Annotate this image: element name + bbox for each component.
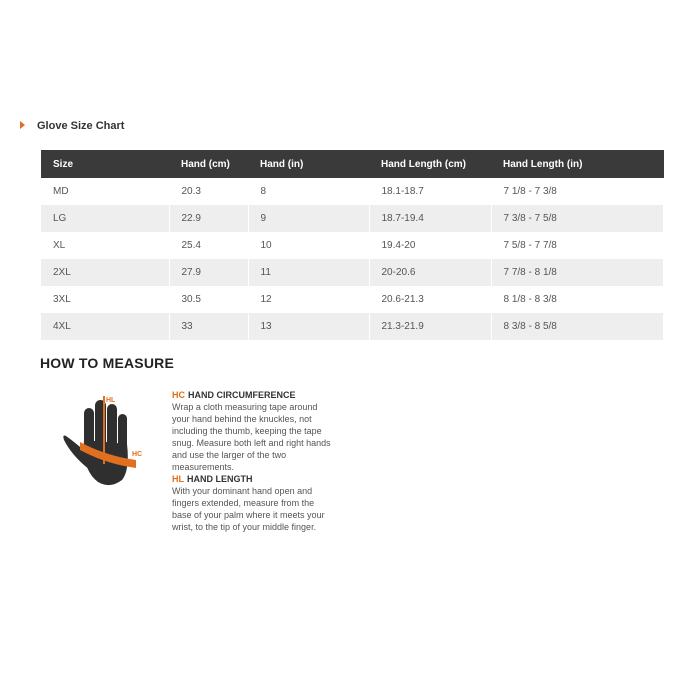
table-cell: 20.3 bbox=[169, 178, 248, 205]
table-cell: 10 bbox=[248, 232, 369, 259]
column-header: Hand Length (in) bbox=[491, 150, 664, 178]
table-cell: LG bbox=[41, 205, 169, 232]
table-cell: 12 bbox=[248, 286, 369, 313]
section-header bbox=[20, 120, 124, 132]
table-cell: 33 bbox=[169, 313, 248, 340]
hl-heading bbox=[172, 473, 332, 485]
column-header: Hand Length (cm) bbox=[369, 150, 491, 178]
table-cell: 3XL bbox=[41, 286, 169, 313]
table-cell: 27.9 bbox=[169, 259, 248, 286]
section-title: Glove Size Chart bbox=[37, 120, 125, 132]
table-cell: 11 bbox=[248, 259, 369, 286]
hc-heading-text: HAND CIRCUMFERENCE bbox=[188, 390, 296, 400]
table-cell: 22.9 bbox=[169, 205, 248, 232]
table-row bbox=[41, 205, 664, 232]
size-table bbox=[41, 150, 664, 340]
table-cell: 13 bbox=[248, 313, 369, 340]
how-to-measure-title: HOW TO MEASURE bbox=[40, 355, 174, 371]
measure-instructions bbox=[172, 389, 332, 533]
table-cell: 18.7-19.4 bbox=[369, 205, 491, 232]
table-cell: 30.5 bbox=[169, 286, 248, 313]
table-cell: 9 bbox=[248, 205, 369, 232]
hl-label: HL bbox=[106, 397, 116, 404]
hand-illustration bbox=[60, 390, 150, 490]
table-cell: XL bbox=[41, 232, 169, 259]
table-cell: 7 7/8 - 8 1/8 bbox=[491, 259, 664, 286]
hc-body: Wrap a cloth measuring tape around your hand behind the knuckles, not including the thumb, keeping the tape snug. Measure both left and right hands and use the larger of the two measurements. bbox=[172, 402, 331, 472]
table-cell: 7 3/8 - 7 5/8 bbox=[491, 205, 664, 232]
table-cell: 20-20.6 bbox=[369, 259, 491, 286]
table-cell: 20.6-21.3 bbox=[369, 286, 491, 313]
hl-code: HL bbox=[172, 474, 184, 484]
table-cell: 18.1-18.7 bbox=[369, 178, 491, 205]
table-cell: 7 5/8 - 7 7/8 bbox=[491, 232, 664, 259]
hc-code: HC bbox=[172, 390, 185, 400]
table-cell: 7 1/8 - 7 3/8 bbox=[491, 178, 664, 205]
glove-hand-icon bbox=[60, 390, 150, 490]
hl-body: With your dominant hand open and fingers extended, measure from the base of your palm where it meets your wrist, to the tip of your middle finger. bbox=[172, 486, 325, 532]
table-cell: 8 1/8 - 8 3/8 bbox=[491, 286, 664, 313]
table-cell: 2XL bbox=[41, 259, 169, 286]
table-row bbox=[41, 259, 664, 286]
table-row bbox=[41, 232, 664, 259]
table-row bbox=[41, 313, 664, 340]
table-cell: 19.4-20 bbox=[369, 232, 491, 259]
table-cell: 8 3/8 - 8 5/8 bbox=[491, 313, 664, 340]
hl-heading-text: HAND LENGTH bbox=[187, 474, 253, 484]
table-header-row bbox=[41, 150, 664, 178]
column-header: Hand (in) bbox=[248, 150, 369, 178]
column-header: Size bbox=[41, 150, 169, 178]
table-row bbox=[41, 178, 664, 205]
hc-heading bbox=[172, 389, 332, 401]
table-row bbox=[41, 286, 664, 313]
table-cell: 25.4 bbox=[169, 232, 248, 259]
table-cell: 21.3-21.9 bbox=[369, 313, 491, 340]
table-cell: 4XL bbox=[41, 313, 169, 340]
caret-right-icon bbox=[20, 121, 25, 129]
column-header: Hand (cm) bbox=[169, 150, 248, 178]
table-cell: 8 bbox=[248, 178, 369, 205]
table-cell: MD bbox=[41, 178, 169, 205]
hc-label: HC bbox=[132, 451, 143, 458]
